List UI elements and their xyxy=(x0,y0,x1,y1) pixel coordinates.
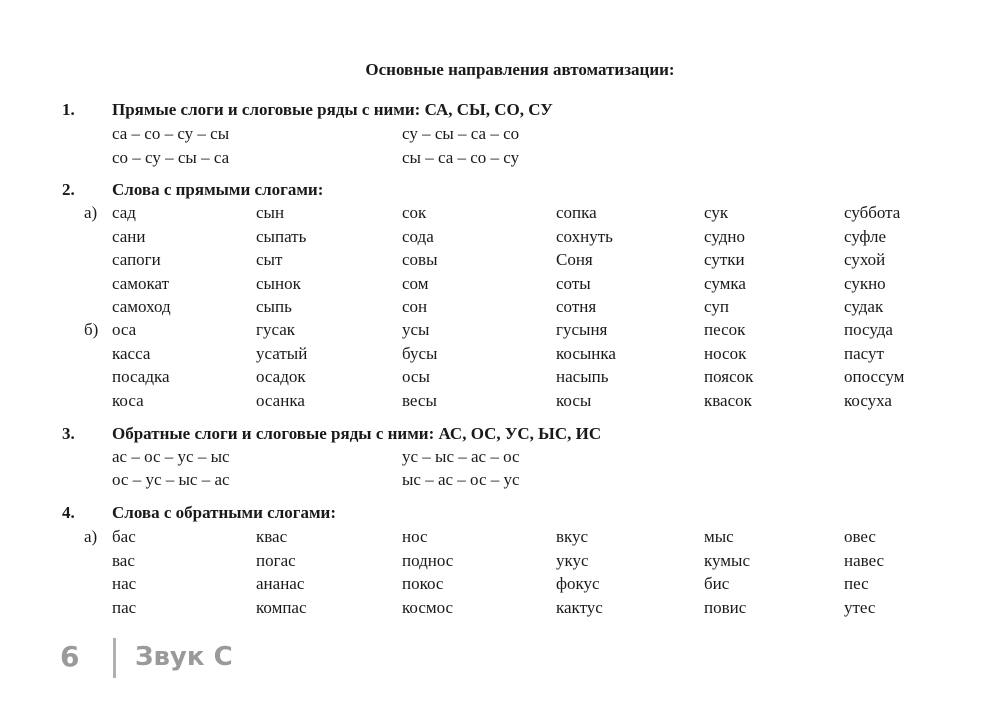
word-cell: бис xyxy=(704,574,730,593)
syllable-row: су – сы – са – со xyxy=(402,124,520,143)
syllable-row: сы – са – со – су xyxy=(402,148,520,167)
word-cell: покос xyxy=(402,574,444,593)
word-cell: осанка xyxy=(256,390,305,410)
syllable-row: ас – ос – ус – ыс xyxy=(112,447,230,466)
word-cell: сад xyxy=(112,203,136,222)
word-cell: сыт xyxy=(256,250,283,269)
chapter-title: Звук С xyxy=(135,642,233,672)
word-cell: кактус xyxy=(556,597,603,617)
syllable-row: ос – ус – ыс – ас xyxy=(112,470,230,489)
page-number: 6 xyxy=(60,640,80,673)
word-cell: сын xyxy=(256,203,285,222)
word-cell: нос xyxy=(402,527,428,546)
word-cell: косы xyxy=(556,390,592,410)
section-1-number: 1. xyxy=(62,100,75,119)
word-cell: насыпь xyxy=(556,367,609,386)
word-cell: суббота xyxy=(844,203,901,222)
word-cell: мыс xyxy=(704,527,734,546)
word-cell: ананас xyxy=(256,574,305,593)
word-cell: сыпать xyxy=(256,226,307,246)
word-cell: бас xyxy=(112,527,136,546)
word-cell: вас xyxy=(112,550,135,570)
word-cell: сопка xyxy=(556,203,597,222)
word-cell: судно xyxy=(704,226,745,246)
word-cell: сон xyxy=(402,297,428,316)
section-2-heading: Слова с прямыми слогами: xyxy=(112,180,324,199)
word-cell: сутки xyxy=(704,250,745,269)
word-cell: сани xyxy=(112,226,146,246)
word-cell: пасут xyxy=(844,343,884,363)
section-1-heading: Прямые слоги и слоговые ряды с ними: СА, СЫ, СО, СУ xyxy=(112,100,553,119)
word-cell: судак xyxy=(844,297,884,316)
word-cell: суфле xyxy=(844,226,887,246)
word-cell: суп xyxy=(704,297,729,316)
word-cell: сыпь xyxy=(256,297,292,316)
word-cell: поясок xyxy=(704,367,754,386)
word-cell: сукно xyxy=(844,273,886,293)
word-cell: бусы xyxy=(402,343,438,363)
word-cell: гусак xyxy=(256,320,296,339)
word-cell: квас xyxy=(256,527,288,546)
word-cell: Соня xyxy=(556,250,593,269)
word-cell: усатый xyxy=(256,343,308,363)
group-label: а) xyxy=(84,203,98,222)
footer-divider xyxy=(113,638,116,678)
word-cell: сохнуть xyxy=(556,226,613,246)
word-cell: усы xyxy=(402,320,430,339)
word-cell: утес xyxy=(844,597,876,617)
word-cell: сухой xyxy=(844,250,886,269)
word-cell: сом xyxy=(402,273,429,293)
word-cell: пас xyxy=(112,597,137,617)
word-cell: космос xyxy=(402,597,454,617)
word-cell: кумыс xyxy=(704,550,751,570)
word-cell: оса xyxy=(112,320,137,339)
word-cell: квасок xyxy=(704,390,752,410)
page-title: Основные направления автоматизации: xyxy=(365,60,675,79)
word-cell: косынка xyxy=(556,343,616,363)
word-cell: пес xyxy=(844,574,869,593)
word-cell: погас xyxy=(256,550,296,570)
word-cell: посадка xyxy=(112,367,170,386)
word-cell: весы xyxy=(402,390,437,410)
word-cell: компас xyxy=(256,597,307,617)
section-2-number: 2. xyxy=(62,180,75,199)
word-cell: сук xyxy=(704,203,729,222)
syllable-row: са – со – су – сы xyxy=(112,124,230,143)
word-cell: сода xyxy=(402,226,434,246)
word-cell: поднос xyxy=(402,550,454,570)
syllable-row: ыс – ас – ос – ус xyxy=(402,470,520,489)
word-cell: нас xyxy=(112,574,137,593)
section-4-heading: Слова с обратными слогами: xyxy=(112,503,337,522)
word-cell: соты xyxy=(556,273,591,293)
word-cell: овес xyxy=(844,527,876,546)
word-cell: песок xyxy=(704,320,746,339)
group-label: б) xyxy=(84,320,99,339)
word-cell: носок xyxy=(704,343,747,363)
section-3-number: 3. xyxy=(62,424,75,443)
word-cell: гусыня xyxy=(556,320,608,339)
word-cell: самоход xyxy=(112,297,171,316)
word-cell: повис xyxy=(704,597,747,617)
syllable-row: ус – ыс – ас – ос xyxy=(402,447,520,466)
word-cell: касса xyxy=(112,343,151,363)
word-cell: осадок xyxy=(256,367,306,386)
word-cell: фокус xyxy=(556,574,600,593)
syllable-row: со – су – сы – са xyxy=(112,148,230,167)
word-cell: сотня xyxy=(556,297,597,316)
word-cell: сынок xyxy=(256,273,301,293)
word-cell: сапоги xyxy=(112,250,161,269)
word-cell: навес xyxy=(844,550,885,570)
group-label: а) xyxy=(84,527,98,546)
word-cell: сумка xyxy=(704,273,746,293)
word-cell: самокат xyxy=(112,273,170,293)
word-cell: сок xyxy=(402,203,427,222)
section-4-number: 4. xyxy=(62,503,75,522)
word-cell: посуда xyxy=(844,320,893,339)
word-cell: вкус xyxy=(556,527,589,546)
section-3-heading: Обратные слоги и слоговые ряды с ними: АС, ОС, УС, ЫС, ИС xyxy=(112,424,602,443)
word-cell: осы xyxy=(402,367,430,386)
word-cell: совы xyxy=(402,250,438,269)
word-cell: укус xyxy=(556,550,589,570)
word-cell: коса xyxy=(112,390,144,410)
word-cell: косуха xyxy=(844,390,892,410)
word-cell: опоссум xyxy=(844,367,905,386)
